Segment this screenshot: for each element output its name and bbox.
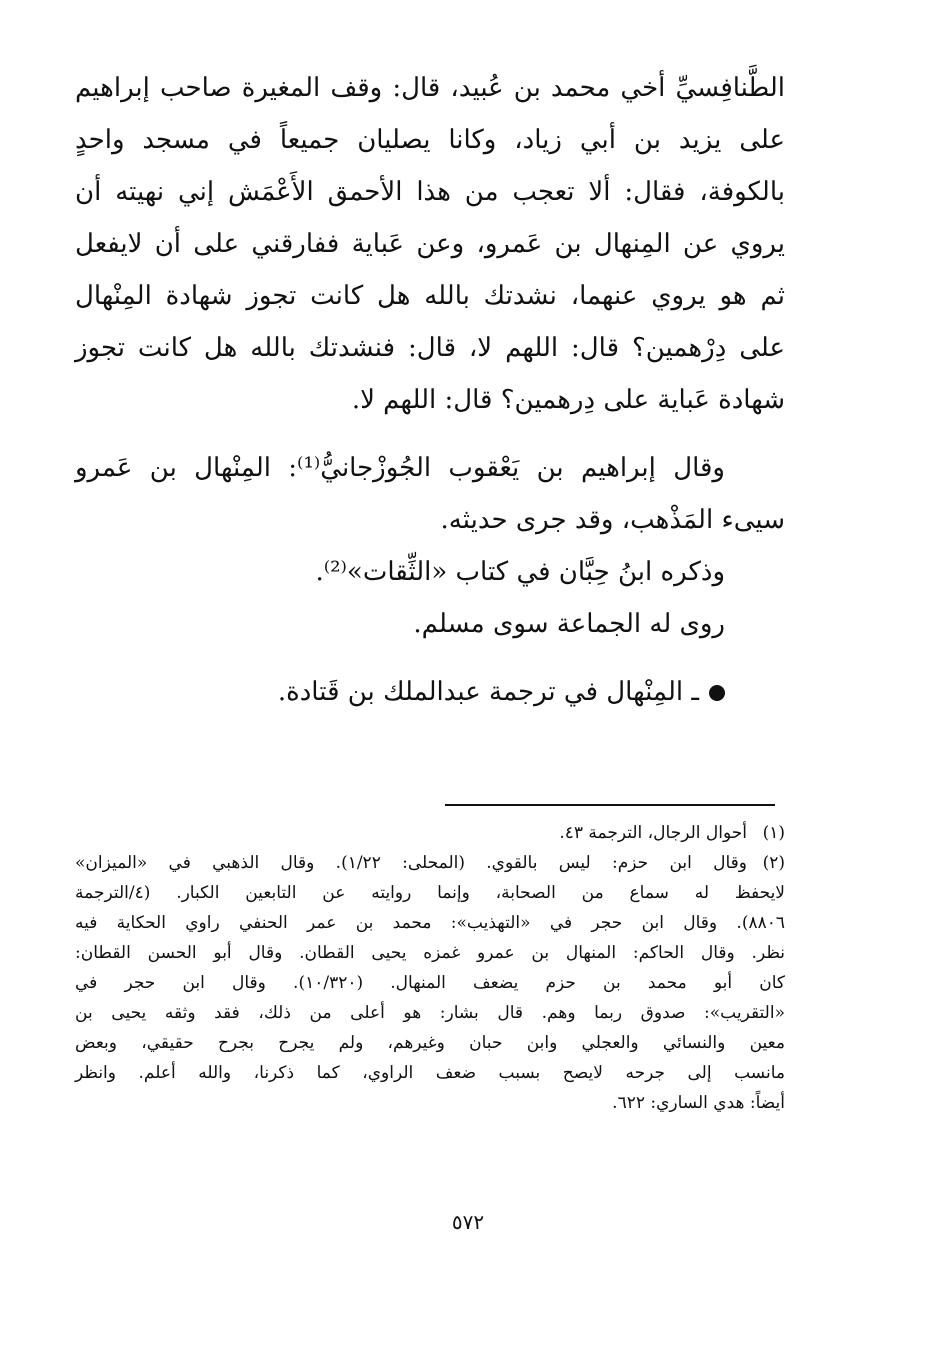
footnote-text: أيضاً: هدي الساري: ٦٢٢. bbox=[612, 1093, 785, 1113]
footnote-number: (١) bbox=[762, 823, 785, 843]
footnote-text: وقال ابن حزم: ليس بالقوي. (المحلى: ١/٢٢). وقال الذهبي في «الميزان» bbox=[75, 853, 747, 873]
footnote-text: «التقريب»: صدوق ربما وهم. قال بشار: هو أعلى من ذلك، فقد وثقه يحيى بن bbox=[75, 1003, 785, 1023]
main-text bbox=[75, 62, 785, 718]
text-line: وذكره ابنُ حِبَّان في كتاب «الثِّقات»⁽²⁾. bbox=[315, 557, 725, 587]
bullet-item bbox=[75, 666, 785, 718]
text-line: روى له الجماعة سوى مسلم. bbox=[413, 609, 725, 639]
footnote-text: نظر. وقال الحاكم: المنهال بن عمرو غمزه يحيى القطان. وقال أبو الحسن القطان: bbox=[75, 943, 785, 963]
footnote-text: مانسب إلى جرحه لايصح بسبب ضعف الراوي، كما ذكرنا، والله أعلم. وانظر bbox=[75, 1063, 785, 1083]
footnote-separator bbox=[445, 804, 775, 806]
bullet-text: ـ المِنْهال في ترجمة عبدالملك بن قَتادة. bbox=[277, 677, 699, 707]
bullet-dot-icon bbox=[709, 685, 725, 701]
text-line: شهادة عَباية على دِرهمين؟ قال: اللهم لا. bbox=[351, 385, 785, 415]
footnote-text: لايحفظ له سماع من الصحابة، وإنما روايته عن التابعين الكبار. (٤/الترجمة bbox=[75, 883, 785, 903]
footnote-1 bbox=[75, 818, 785, 848]
text-line: بالكوفة، فقال: ألا تعجب من هذا الأحمق الأَعْمَش إني نهيته أن bbox=[75, 177, 785, 207]
text-line: يروي عن المِنهال بن عَمرو، وعن عَباية ففارقني على أن لايفعل bbox=[75, 229, 785, 259]
footnote-text: كان أبو محمد بن حزم يضعف المنهال. (١٠/٣٢٠). وقال ابن حجر في bbox=[75, 973, 785, 993]
text-line: على يزيد بن أبي زياد، وكانا يصليان جميعاً في مسجد واحدٍ bbox=[75, 125, 785, 155]
footnote-text: أحوال الرجال، الترجمة ٤٣. bbox=[559, 823, 747, 843]
page-number: ٥٧٢ bbox=[451, 1210, 485, 1234]
text-line: ثم هو يروي عنهما، نشدتك بالله هل كانت تجوز شهادة المِنْهال bbox=[75, 281, 785, 311]
footnote-2 bbox=[75, 848, 785, 878]
text-line: وقال إبراهيم بن يَعْقوب الجُوزْجانيُّ⁽¹⁾: المِنْهال بن عَمرو bbox=[75, 453, 725, 483]
footnotes bbox=[75, 818, 785, 1118]
footnote-text: معين والنسائي والعجلي وابن حبان وغيرهم، ولم يجرح بجرح حقيقي، وبعض bbox=[75, 1033, 785, 1053]
text-line: الطَّنافِسيِّ أخي محمد بن عُبيد، قال: وقف المغيرة صاحب إبراهيم bbox=[75, 73, 785, 103]
text-line: سيىء المَذْهب، وقد جرى حديثه. bbox=[440, 505, 785, 535]
text-line: على دِرْهمين؟ قال: اللهم لا، قال: فنشدتك بالله هل كانت تجوز bbox=[75, 333, 785, 363]
footnote-number: (٢) bbox=[762, 853, 785, 873]
footnote-text: ٨٨٠٦). وقال ابن حجر في «التهذيب»: محمد بن عمر الحنفي راوي الحكاية فيه bbox=[75, 913, 785, 933]
